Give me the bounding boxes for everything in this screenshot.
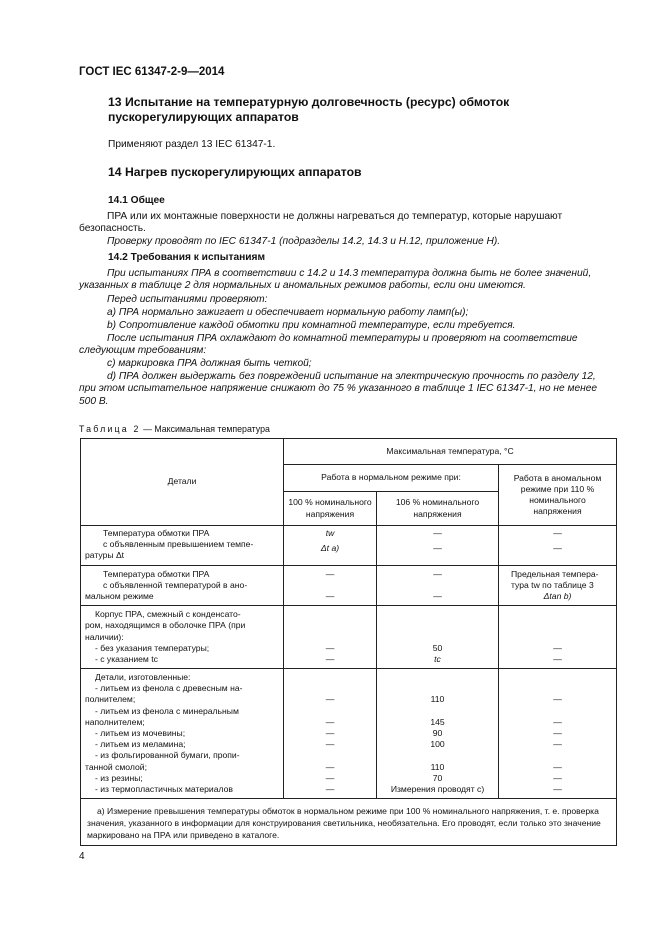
row3-100-dash-2: — — [325, 653, 335, 664]
table-row-capacitor-housing — [81, 606, 617, 669]
section-13-body: Применяют раздел 13 IEC 61347-1. — [108, 139, 276, 150]
subsection-14-2-title: 14.2 Требования к испытаниям — [108, 252, 266, 263]
header-100-percent: 100 % номинального напряжения — [284, 492, 377, 526]
row3-abnormal-dash: — — [553, 642, 562, 653]
row3-label-line2: ром, находящимся в оболочке ПРА (при — [85, 620, 246, 631]
row2-label-line1: Температура обмотки ПРА — [103, 568, 210, 579]
subsection-14-2-paragraph-3: После испытания ПРА охлаждают до комнатной температуры и проверяют на соответствие следующим требованиям: — [79, 333, 578, 357]
row4-abn-dash-7: — — [553, 783, 562, 794]
row4-106-rubber: 70 — [432, 772, 443, 783]
row4-label-line6: - литьем из мочевины; — [95, 728, 186, 738]
row1-106-dash-2: — — [433, 543, 442, 554]
row4-abn-dash-3: — — [553, 728, 562, 738]
row4-label-line7: - литьем из меламина; — [95, 739, 186, 750]
row2-label-line2: с объявленной температурой в ано- — [103, 579, 248, 590]
row1-abnormal-dash: — — [553, 528, 562, 538]
subsection-14-1-title: 14.1 Общее — [108, 195, 165, 206]
max-temperature-table — [80, 438, 617, 846]
row4-100-dash-4: — — [325, 739, 335, 750]
row4-106-phenol-wood: 110 — [430, 694, 445, 705]
section-13-title: 13 Испытание на температурную долговечность (ресурс) обмоток пускорегулирующих аппаратов — [108, 95, 510, 124]
row2-106-dash-2: — — [433, 590, 442, 601]
row4-100-dash-2: — — [325, 716, 335, 727]
row3-label-line4: - без указания температуры; — [95, 642, 210, 653]
row4-100-dash-1: — — [325, 694, 335, 705]
row1-label-line3: ратуры Δt — [85, 550, 125, 561]
row4-106-phenol-mineral: 145 — [430, 716, 445, 727]
row1-abnormal-dash-2: — — [553, 543, 562, 554]
row4-abn-dash-4: — — [553, 739, 562, 750]
row4-106-thermoplastic: Измерения проводят c) — [390, 783, 485, 794]
subsection-14-2-item-c: с) маркировка ПРА должная быть четкой; — [107, 358, 312, 369]
row4-label-line8: - из фольгированной бумаги, пропи- — [95, 750, 240, 761]
row4-abn-dash-6: — — [553, 772, 562, 783]
header-details: Детали — [81, 439, 284, 526]
row2-100-dash-2: — — [325, 590, 335, 601]
row1-100-value-delta: Δt a) — [320, 543, 340, 554]
row4-label-line10: - из резины; — [95, 772, 143, 783]
row4-label-line9: танной смолой; — [85, 761, 147, 772]
row1-106-dash: — — [433, 528, 442, 538]
row3-label-line3: наличии): — [85, 631, 124, 642]
row2-abnormal-line1: Предельная темпера- — [511, 568, 599, 579]
table-caption-label: Таблица 2 — [79, 424, 141, 434]
row2-100-dash: — — [325, 568, 335, 579]
row1-label-line1: Температура обмотки ПРА — [103, 528, 210, 538]
subsection-14-2-item-b: b) Сопротивление каждой обмотки при комнатной температуре, если требуется. — [107, 320, 516, 331]
subsection-14-2-item-a: а) ПРА нормально зажигает и обеспечивает нормальную работу ламп(ы); — [107, 307, 469, 318]
row3-label-line5: - с указанием tc — [95, 653, 158, 664]
header-max-temperature: Максимальная температура, °С — [284, 439, 617, 465]
subsection-14-2-item-d: d) ПРА должен выдержать без повреждений испытание на электрическую прочность по разделу 12, при этом испытательное напряжение снижают до 75 % указанного в таблице 1 IEC 61347-1, но не менее 500 В. — [79, 371, 598, 407]
row4-abn-dash-1: — — [553, 694, 562, 705]
row2-106-dash: — — [433, 568, 442, 579]
page-number: 4 — [79, 851, 85, 862]
row4-label-line11: - из термопластичных материалов — [95, 783, 233, 794]
row4-100-dash-6: — — [325, 772, 335, 783]
row4-100-dash-5: — — [325, 761, 335, 772]
table-caption — [79, 424, 270, 434]
row4-100-dash-7: — — [325, 783, 335, 794]
subsection-14-2-paragraph-2: Перед испытаниями проверяют: — [107, 294, 268, 305]
row4-label-line3: полнителем; — [85, 694, 136, 705]
table-header-row-1 — [81, 439, 617, 465]
table-footnote-row — [81, 799, 617, 846]
row4-100-dash-3: — — [325, 728, 335, 738]
row4-abn-dash-2: — — [553, 716, 562, 727]
row3-106-value-tc: tc — [434, 653, 441, 664]
row3-abnormal-dash-2: — — [553, 653, 562, 664]
row4-106-melamine: 100 — [430, 739, 445, 750]
row4-label-line2: - литьем из фенола с древесным на- — [95, 683, 243, 694]
row3-100-dash: — — [325, 642, 335, 653]
table-row-winding-delta-t — [81, 526, 617, 566]
row4-label-line4: - литьем из фенола с минеральным — [95, 705, 239, 716]
row3-label-line1: Корпус ПРА, смежный с конденсато- — [95, 609, 241, 620]
section-14-title: 14 Нагрев пускорегулирующих аппаратов — [108, 165, 362, 179]
row4-label-line1: Детали, изготовленные: — [95, 672, 191, 683]
table-row-molded-parts — [81, 669, 617, 799]
row1-label-line2: с объявленным превышением темпе- — [103, 539, 254, 550]
row2-abnormal-line2: тура tw по таблице 3 — [511, 579, 594, 590]
subsection-14-2-paragraph-1: При испытаниях ПРА в соответствии с 14.2 и 14.3 температура должна быть не более значений, указанных в таблице 2 для нормальных и аномальных режимов работы, если они имеются. — [79, 268, 592, 292]
header-normal-mode: Работа в нормальном режиме при: — [284, 465, 499, 492]
row1-100-value: tw — [325, 528, 335, 538]
table-caption-text: — Максимальная температура — [140, 424, 270, 434]
subsection-14-1-paragraph-1: ПРА или их монтажные поверхности не должны нагреваться до температур, которые нарушают безопасность. — [79, 211, 563, 235]
table-footnote: a) Измерение превышения температуры обмоток в нормальном режиме при 100 % номинального напряжения, т. е. проверка значения, указанного в информации для конструирования светильника, необязательна. Его проводят, если только это значение маркировано на ПРА или приведено в каталоге. — [81, 799, 617, 846]
subsection-14-1-paragraph-2: Проверку проводят по IEC 61347-1 (подразделы 14.2, 14.3 и Н.12, приложение Н). — [107, 236, 501, 247]
row2-abnormal-line3: Δtan b) — [543, 590, 572, 601]
header-abnormal-mode: Работа в аномальном режиме при 110 % номинального напряжения — [499, 465, 617, 526]
row4-label-line5: наполнителем; — [85, 716, 145, 727]
row3-106-value: 50 — [432, 642, 443, 653]
document-code: ГОСТ IEC 61347-2-9—2014 — [79, 66, 225, 78]
row2-label-line3: мальном режиме — [85, 590, 154, 601]
row4-abn-dash-5: — — [553, 761, 562, 772]
header-106-percent: 106 % номинального напряжения — [377, 492, 499, 526]
row4-106-foil-paper: 110 — [430, 761, 445, 772]
table-row-winding-abnormal — [81, 565, 617, 606]
row4-106-urea: 90 — [432, 728, 443, 738]
